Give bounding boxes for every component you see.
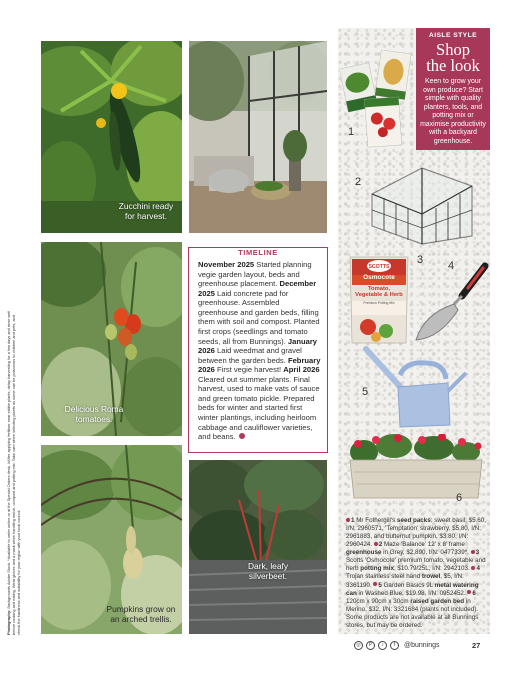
- product-number: 5: [362, 386, 369, 398]
- product-list-number: 3: [475, 549, 480, 557]
- aisle-kicker: AISLE STYLE: [428, 32, 478, 39]
- bag-brand: SCOTTS: [368, 264, 390, 270]
- bullet-icon: [374, 542, 378, 546]
- raised-garden-bed-product: [344, 434, 488, 508]
- timeline-box: [188, 247, 328, 453]
- product-list-bold: potting mix: [360, 565, 394, 573]
- greenhouse-patio-photo: [189, 41, 327, 233]
- aisle-heading: Shop the look: [426, 40, 480, 75]
- product-list-post: : sweet basil, $5.60, I/N: 2960571, 'Temptation' strawberry, $5.80, I/N: 2961883, and butternut pumpkin, $3.80, I/N: 2960424.: [346, 517, 486, 549]
- bullet-icon: [467, 590, 471, 594]
- product-list-pre: Garden Basics 9L: [381, 581, 435, 589]
- zucchini-caption-text: Zucchini ready for harvest.: [118, 201, 174, 221]
- timeline-text: Cleared out summer plants. Final harvest, used to make vats of sauce and green tomato pickle. Prepared beds for winter and started first winter plantings, including heirloom cabbage and cauliflower varieties, and beans.: [198, 374, 320, 442]
- facebook-icon[interactable]: f: [390, 641, 399, 650]
- timeline-text: Started planning vegie garden layout, beds and greenhouse placement.: [198, 260, 312, 289]
- product-list-pre: Scotts 'Osmocote' premium tomato, vegetable and herb: [346, 557, 486, 573]
- roma-caption: [53, 405, 135, 424]
- photo-credit: [6, 305, 21, 635]
- watering-can-product: [360, 345, 470, 431]
- credit-label: Photography:: [6, 609, 11, 635]
- timeline-date: November 2025: [198, 260, 255, 269]
- product-list-bold: seed packs: [397, 517, 431, 524]
- product-list-post: in Grey, $2,890, I/N: 0477339*.: [381, 549, 471, 557]
- page-number: 27: [472, 641, 481, 650]
- timeline-text: First vegie harvest!: [214, 365, 284, 375]
- product-list-bold: metal watering can: [346, 581, 479, 597]
- product-list-pre: 120cm x 90cm x 30cm: [346, 597, 411, 605]
- product-list-post: in Merino, $32, I/N: 3321684 (plants not included). Some products are not available at all Bunnings stores, but may be ordered.: [346, 597, 479, 629]
- roma-caption-text: Delicious Roma tomatoes.: [64, 404, 124, 424]
- timeline-text: Laid weedmat and gravel between the garden beds.: [198, 346, 302, 365]
- product-list-number: 5: [378, 581, 382, 589]
- silverbeet-photo: [189, 460, 327, 634]
- product-list-number: 4: [476, 565, 480, 573]
- product-list-post: , $10.79/25L, I/N: 2942103.: [393, 565, 472, 573]
- product-list-bold: trowel: [421, 573, 441, 581]
- product-list-number: 2: [378, 541, 383, 549]
- aisle-body: Keen to grow your own produce? Start simple with quality planters, tools, and potting mix or maximise productivity with a backyard greenhouse.: [420, 78, 486, 145]
- social-handle[interactable]: @bunnings: [404, 642, 440, 649]
- product-list-pre: Maze 'Balance' 12' x 8' frame: [382, 541, 465, 549]
- timeline-body: [198, 260, 321, 442]
- timeline-date: December 2025: [198, 279, 317, 298]
- product-number: 4: [448, 260, 455, 272]
- product-list-bold: raised garden bed: [410, 597, 465, 605]
- timeline-date: February 2026: [198, 355, 321, 375]
- timeline-title-text: TIMELINE: [234, 248, 282, 257]
- potting-mix-bag-labels: [346, 253, 412, 347]
- product-list-pre: Trojan stainless steel hand: [346, 573, 422, 581]
- product-list-post: , $5, I/N: 3361190.: [346, 573, 464, 589]
- zucchini-caption: [112, 202, 180, 221]
- product-list-number: 6: [472, 589, 476, 597]
- timeline-entry: [198, 365, 320, 441]
- greenhouse-product: [362, 164, 486, 246]
- tiktok-icon[interactable]: ♪: [378, 641, 387, 650]
- product-number: 3: [417, 254, 424, 266]
- product-list: [346, 517, 490, 630]
- pumpkins-caption-text: Pumpkins grow on an arched trellis.: [106, 604, 176, 624]
- bullet-icon: [471, 566, 475, 570]
- aisle-style-box: [416, 28, 490, 150]
- credit-text: Backgrounds Adobe Stock. *Available to order online or at the Special Orders desk. #After applying fertiliser near edible plants, delay harvesting for a few days and rinse well before cooking and eating. Wear gloves and a mask when handling mulch, compost and potting mix. Take care when selecting plants as some can be poisonous to children and pets, and check the hardiness and suitability for your region with your local council.: [6, 310, 21, 635]
- product-list-number: 1: [351, 517, 355, 524]
- product-number: 1: [348, 126, 355, 138]
- bullet-icon: [471, 550, 475, 554]
- silverbeet-caption: [238, 562, 298, 581]
- timeline-text: Laid concrete pad for greenhouse. Assembled greenhouse and garden beds, filling them with soil and compost. Planted first crops (seedlings and tomato seeds, all from Bunnings).: [198, 288, 320, 346]
- timeline-date: April 2026: [283, 365, 320, 375]
- product-list-post: in Washed Blue, $19.98, I/N: 0952452.: [356, 589, 468, 597]
- pumpkins-caption: [102, 605, 180, 624]
- product-number: 2: [355, 176, 362, 188]
- product-list-pre: Mr Fothergill's: [354, 517, 398, 524]
- bag-title: Tomato, Vegetable & Herb: [355, 286, 403, 299]
- instagram-icon[interactable]: ◎: [354, 641, 363, 650]
- bullet-icon: [346, 518, 350, 522]
- product-list-bold: greenhouse: [346, 549, 382, 557]
- pinterest-icon[interactable]: P: [366, 641, 375, 650]
- bag-sub: Premium Potting Mix: [363, 301, 395, 306]
- timeline-title: [189, 242, 327, 260]
- bullet-icon: [373, 582, 377, 586]
- silverbeet-caption-text: Dark, leafy silverbeet.: [247, 561, 289, 581]
- timeline-date: January 2026: [198, 336, 318, 356]
- social-links: [354, 641, 440, 650]
- end-mark-icon: [239, 433, 245, 439]
- product-number: 6: [456, 492, 463, 504]
- bag-name: Osmocote: [363, 274, 395, 281]
